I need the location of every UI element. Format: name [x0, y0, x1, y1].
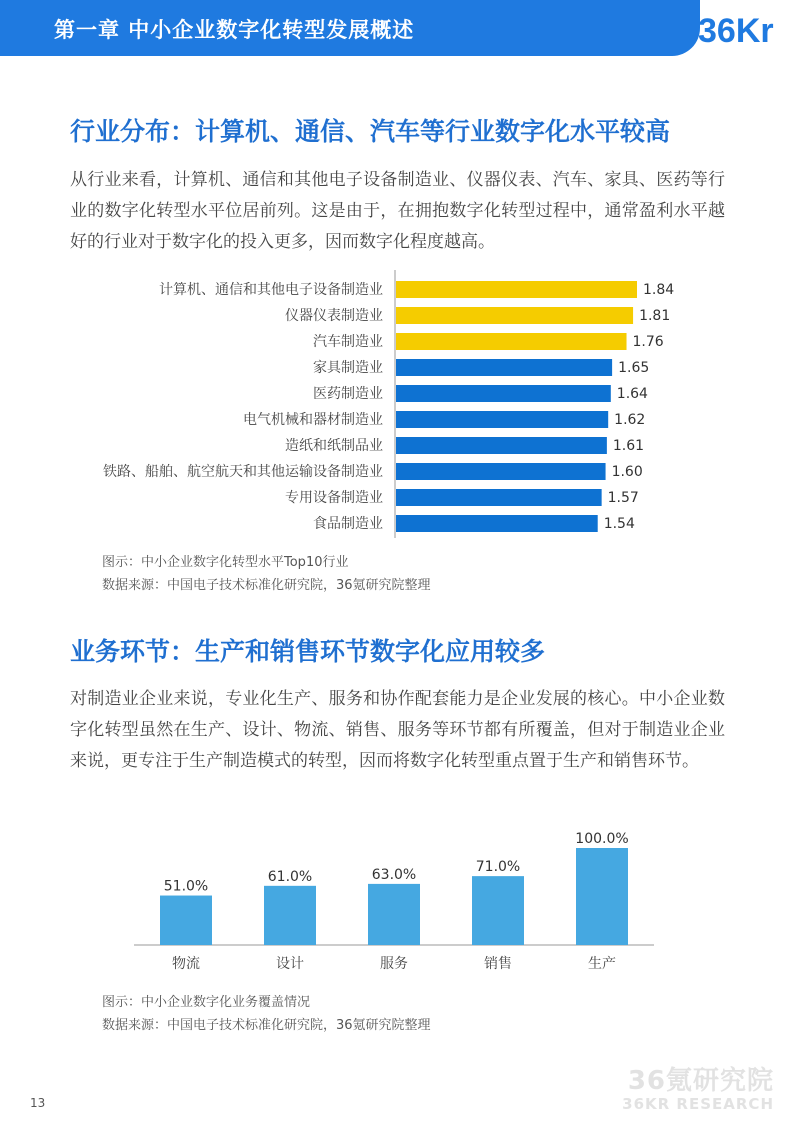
value-label-5: 1.64: [616, 386, 648, 402]
page-number: 13: [30, 1096, 46, 1110]
bar-3: [368, 884, 420, 945]
paragraph-industry: 从行业来看，计算机、通信和其他电子设备制造业、仪器仪表、汽车、家具、医药等行业的数字化转型水平位居前列。这是由于，在拥抱数字化转型过程中，通常盈利水平越好的行业对于数字化的投入更多，因而数字化程度越高。: [70, 170, 725, 252]
bar-1: [160, 896, 212, 945]
bar-10: [396, 515, 598, 532]
value-label-5: 100.0%: [575, 831, 629, 847]
bar-9: [396, 489, 602, 506]
category-label-10: 食品制造业: [313, 516, 383, 532]
value-label-2: 1.81: [639, 308, 671, 324]
bar-2: [264, 886, 316, 945]
bar-7: [396, 437, 607, 454]
bar-4: [396, 359, 612, 376]
bar-2: [396, 307, 633, 324]
bar-3: [396, 333, 627, 350]
category-label-4: 销售: [484, 956, 512, 972]
source-business: 数据来源：中国电子技术标准化研究院，36氪研究院整理: [102, 1018, 431, 1033]
bar-8: [396, 463, 606, 480]
bar-4: [472, 876, 524, 945]
category-label-7: 造纸和纸制品业: [285, 438, 383, 454]
category-label-2: 设计: [276, 956, 304, 972]
value-label-10: 1.54: [603, 516, 635, 532]
bar-5: [396, 385, 611, 402]
category-label-1: 物流: [172, 956, 200, 972]
value-label-4: 1.65: [618, 360, 650, 376]
value-label-6: 1.62: [614, 412, 646, 428]
source-industry: 数据来源：中国电子技术标准化研究院，36氪研究院整理: [102, 578, 431, 593]
category-label-3: 服务: [380, 956, 408, 972]
value-label-2: 61.0%: [267, 868, 313, 885]
value-label-8: 1.60: [611, 464, 643, 480]
industry-bar-chart: [0, 270, 794, 550]
logo-36kr: [694, 0, 794, 56]
section-title-industry: 行业分布：计算机、通信、汽车等行业数字化水平较高: [70, 117, 671, 146]
watermark: [622, 1060, 774, 1113]
value-label-1: 51.0%: [163, 878, 209, 895]
header-band: [0, 0, 700, 56]
category-label-6: 电气机械和器材制造业: [243, 412, 383, 428]
watermark-en: 36KR RESEARCH: [622, 1095, 774, 1113]
bar-5: [576, 848, 628, 945]
category-label-4: 家具制造业: [313, 360, 383, 376]
bar-6: [396, 411, 608, 428]
business-bar-chart: [0, 820, 794, 990]
bar-1: [396, 281, 637, 298]
category-label-5: 生产: [588, 956, 616, 972]
value-label-9: 1.57: [607, 490, 639, 506]
category-label-1: 计算机、通信和其他电子设备制造业: [159, 282, 383, 298]
caption-business: 图示：中小企业数字化业务覆盖情况: [102, 995, 311, 1010]
category-label-5: 医药制造业: [313, 386, 383, 402]
watermark-cn: 36氪研究院: [627, 1066, 774, 1096]
caption-industry: 图示：中小企业数字化转型水平Top10行业: [102, 555, 349, 570]
category-label-9: 专用设备制造业: [285, 490, 383, 506]
category-label-8: 铁路、船舶、航空航天和其他运输设备制造业: [103, 464, 383, 480]
section-title-business: 业务环节：生产和销售环节数字化应用较多: [70, 637, 546, 666]
value-label-3: 63.0%: [371, 866, 417, 883]
chapter-title: 第一章 中小企业数字化转型发展概述: [54, 18, 415, 42]
value-label-1: 1.84: [643, 282, 675, 298]
category-label-2: 仪器仪表制造业: [285, 308, 383, 324]
paragraph-business: 对制造业企业来说，专业化生产、服务和协作配套能力是企业发展的核心。中小企业数字化转型虽然在生产、设计、物流、销售、服务等环节都有所覆盖，但对于制造业企业来说，更专注于生产制造模式的转型，因而将数字化转型重点置于生产和销售环节。: [70, 689, 725, 771]
value-label-7: 1.61: [612, 438, 645, 454]
category-label-3: 汽车制造业: [313, 334, 383, 350]
value-label-3: 1.76: [632, 334, 664, 350]
logo-text: 36Kr: [698, 12, 774, 50]
value-label-4: 71.0%: [475, 859, 521, 876]
